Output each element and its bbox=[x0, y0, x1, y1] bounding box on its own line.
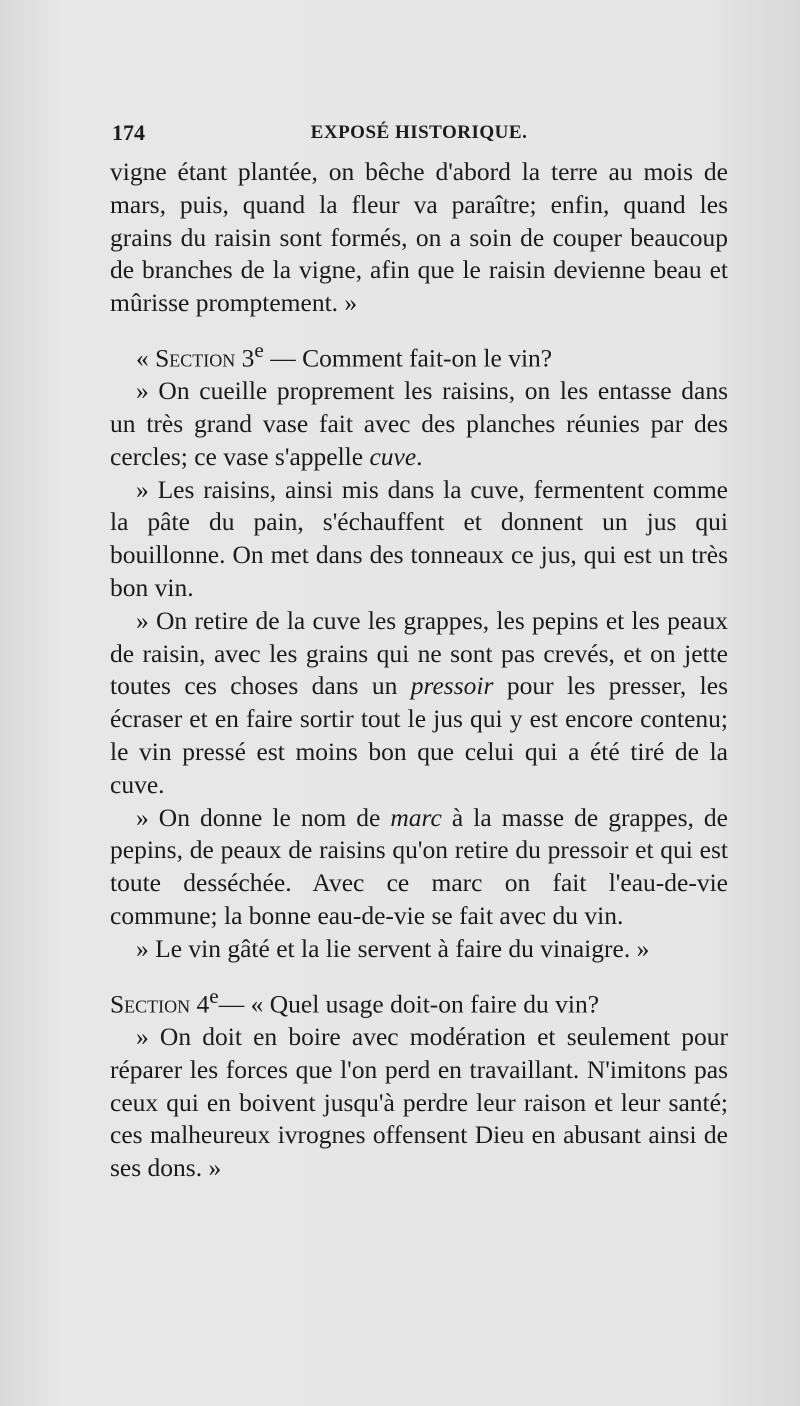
page-body bbox=[110, 156, 728, 1185]
paragraph bbox=[110, 802, 728, 933]
paragraph: » On doit en boire avec modération et seulement pour réparer les forces que l'on perd en travaillant. N'imitons pas ceux qui en boivent jusqu'à perdre leur raison et leur santé; ces malheureux ivrognes offensent Dieu en abusant ainsi de ses dons. » bbox=[110, 1021, 728, 1183]
section-question: — Comment fait-on le vin? bbox=[263, 343, 553, 373]
italic-term: marc bbox=[390, 802, 442, 832]
running-head: EXPOSÉ HISTORIQUE. bbox=[310, 122, 528, 143]
text: pour les presser, les écraser et en faire sortir tout le jus qui y est encore contenu; le vin pressé est moins bon que celui qui a été tiré de la cuve. bbox=[110, 671, 729, 799]
page-header bbox=[112, 120, 726, 150]
paragraph bbox=[110, 605, 728, 802]
section-3-heading bbox=[110, 334, 728, 375]
text: » On retire de la cuve les grappes, les pepins et les peaux de raisin, avec les grains qui ne sont pas crevés, et on jette toutes ces choses dans un bbox=[110, 605, 728, 701]
paragraph: » Le vin gâté et la lie servent à faire du vinaigre. » bbox=[136, 933, 650, 963]
text: » On donne le nom de bbox=[136, 802, 391, 832]
open-quote: « bbox=[136, 343, 156, 373]
paragraph: » Les raisins, ainsi mis dans la cuve, fermentent comme la pâte du pain, s'échauffent et donnent un jus qui bouillonne. On met dans des tonneaux ce jus, qui est un très bon vin. bbox=[110, 474, 728, 603]
superscript: e bbox=[254, 337, 264, 362]
section-question: — « Quel usage doit-on faire du vin? bbox=[218, 989, 600, 1019]
paragraph-continuation: vigne étant plantée, on bêche d'abord la terre au mois de mars, puis, quand la fleur va paraître; enfin, quand les grains du raisin sont formés, on a soin de couper beaucoup de branches de la vigne, afin que le raisin devienne beau et mûrisse promptement. » bbox=[110, 157, 728, 318]
italic-term: cuve bbox=[369, 441, 417, 471]
text: à la masse de grappes, de pepins, de peaux de raisins qu'on retire du pressoir et qui est toute desséchée. Avec ce marc on fait l'eau-de-vie commune; la bonne eau-de-vie se fait avec du vin. bbox=[110, 802, 728, 931]
section-4-heading bbox=[110, 980, 728, 1021]
section-label: Section 3 bbox=[155, 343, 255, 373]
paragraph bbox=[110, 375, 728, 473]
superscript: e bbox=[209, 983, 219, 1008]
page-number: 174 bbox=[112, 120, 145, 145]
text: . bbox=[416, 441, 423, 471]
text: » On cueille proprement les raisins, on les entasse dans un très grand vase fait avec des planches réunies par des cercles; ce vase s'appelle bbox=[110, 376, 728, 471]
section-label: Section 4 bbox=[110, 989, 210, 1019]
italic-term: pressoir bbox=[410, 671, 494, 701]
